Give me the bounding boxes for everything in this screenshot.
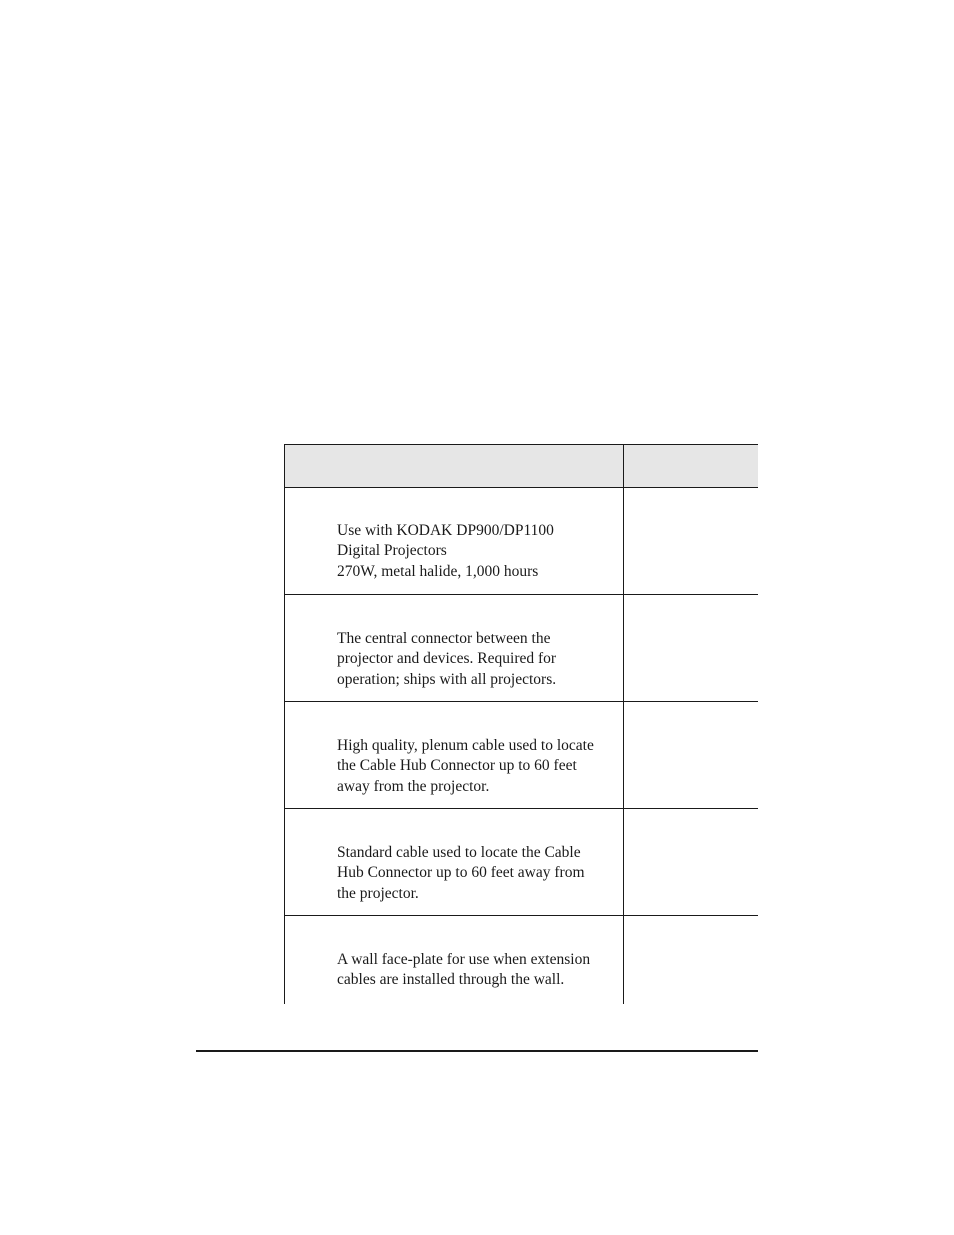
table-cell-description [285,809,624,916]
row-description: The central connector between the projector and devices. Required for operation; ships with all projectors. [337,630,557,688]
table-cell-value [624,809,759,916]
table-row [285,595,759,702]
table-cell-description [285,916,624,1005]
table-row [285,809,759,916]
table-row [285,916,759,1005]
row-description: Use with KODAK DP900/DP1100 Digital Projectors 270W, metal halide, 1,000 hours [337,522,554,580]
table-row [285,488,759,595]
table-cell-value [624,916,759,1005]
row-description: High quality, plenum cable used to locate the Cable Hub Connector up to 60 feet away from the projector. [337,737,594,795]
table-cell-description [285,488,624,595]
table-cell-value [624,702,759,809]
table-row [285,702,759,809]
table-header-description [285,445,624,488]
accessories-table [284,444,758,1004]
accessories-table-wrapper [284,444,758,1004]
row-description: Standard cable used to locate the Cable Hub Connector up to 60 feet away from the projector. [337,844,585,902]
table-cell-value [624,595,759,702]
table-cell-description [285,702,624,809]
table-header-value [624,445,759,488]
table-header-row [285,445,759,488]
footer-rule [196,1050,758,1052]
table-cell-value [624,488,759,595]
table-cell-description [285,595,624,702]
row-description: A wall face-plate for use when extension cables are installed through the wall. [337,951,591,989]
